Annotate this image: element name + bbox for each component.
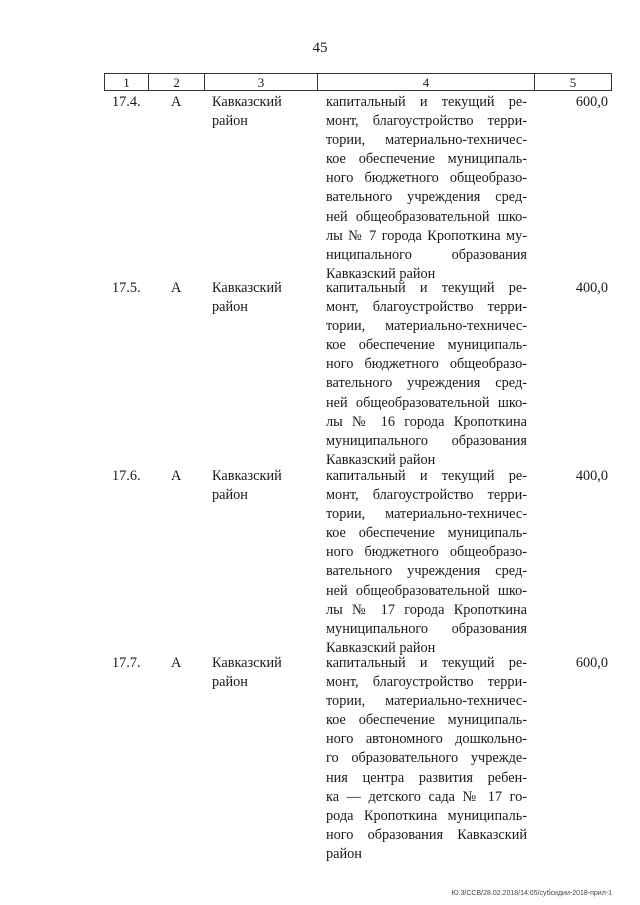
row-region: Кавказский район (212, 280, 282, 316)
row-section: А (171, 655, 182, 671)
row-region: Кавказский район (212, 655, 282, 691)
row-description: капитальный и текущий ре- монт, благоустройство терри- тории, материально-техничес- кое обеспечение муниципаль- ного бюджетного общеобразо- вательного учреждения сред- ней общеобразовательной шко- лы № 17 города Кропоткина муниципального образования Кавказский район (326, 468, 527, 656)
row-number: 17.7. (112, 655, 141, 671)
row-description: капитальный и текущий ре- монт, благоустройство терри- тории, материально-техничес- кое обеспечение муниципаль- ного автономного дошкольно- го образовательного учрежде- ния центра развития ребен- ка — детского сада № 17 го- рода Кропоткина муниципаль- ного образования Кавказский район (326, 655, 527, 862)
header-cell-1: 1 (104, 73, 148, 91)
page-number: 45 (312, 40, 328, 56)
row-description: капитальный и текущий ре- монт, благоустройство терри- тории, материально-техничес- кое обеспечение муниципаль- ного бюджетного общеобразо- вательного учреждения сред- ней общеобразовательной шко- лы № 7 города Кропоткина му- ниципального образования Кавказский район (326, 94, 527, 282)
row-region: Кавказский район (212, 94, 282, 130)
row-amount: 400,0 (575, 468, 608, 484)
row-number: 17.4. (112, 94, 141, 110)
header-cell-3: 3 (204, 73, 317, 91)
row-number: 17.6. (112, 468, 141, 484)
row-description: капитальный и текущий ре- монт, благоустройство терри- тории, материально-техничес- кое обеспечение муниципаль- ного бюджетного общеобразо- вательного учреждения сред- ней общеобразовательной шко- лы № 16 города Кропоткина муниципального образования Кавказский район (326, 280, 527, 468)
row-amount: 400,0 (575, 280, 608, 296)
row-section: А (171, 280, 182, 296)
row-section: А (171, 468, 182, 484)
row-region: Кавказский район (212, 468, 282, 504)
header-cell-5: 5 (534, 73, 612, 91)
header-cell-4: 4 (317, 73, 534, 91)
row-number: 17.5. (112, 280, 141, 296)
row-amount: 600,0 (575, 94, 608, 110)
header-cell-2: 2 (148, 73, 204, 91)
row-amount: 600,0 (575, 655, 608, 671)
document-footer-code: Ю.3/ССВ/28.02.2018/14:05/субсидии-2018-прил-1 (451, 890, 612, 897)
row-section: А (171, 94, 182, 110)
